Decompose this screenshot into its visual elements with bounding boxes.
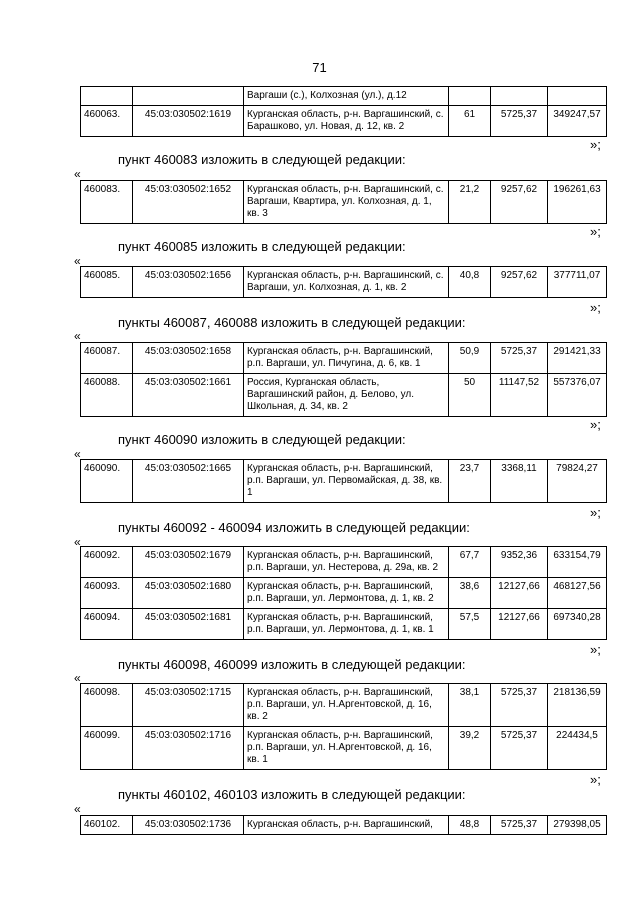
cadastral-value: 377711,07	[548, 267, 607, 298]
table-row	[81, 87, 607, 106]
row-number: 460088.	[81, 374, 133, 417]
table-row	[81, 578, 607, 609]
area: 61	[449, 106, 491, 137]
cadastral-value: 224434,5	[548, 727, 607, 770]
address: Курганская область, р-н. Варгашинский, р.п. Варгаши, ул. Первомайская, д. 38, кв. 1	[244, 460, 449, 503]
row-number: 460087.	[81, 343, 133, 374]
table-row	[81, 547, 607, 578]
address: Курганская область, р-н. Варгашинский, р.п. Варгаши, ул. Н.Аргентовской, д. 16, кв. 2	[244, 684, 449, 727]
opening-quote: «	[74, 254, 81, 268]
table-row	[81, 609, 607, 640]
table-row	[81, 374, 607, 417]
closing-quote: »;	[590, 417, 601, 432]
opening-quote: «	[74, 329, 81, 343]
row-number: 460092.	[81, 547, 133, 578]
area: 23,7	[449, 460, 491, 503]
opening-quote: «	[74, 167, 81, 181]
section-heading: пункт 460083 изложить в следующей редакции:	[118, 152, 406, 167]
closing-quote: »;	[590, 224, 601, 239]
address: Варгаши (с.), Колхозная (ул.), д.12	[244, 87, 449, 106]
unit-price	[491, 87, 548, 106]
cadastral-value: 79824,27	[548, 460, 607, 503]
row-number	[81, 87, 133, 106]
unit-price: 12127,66	[491, 609, 548, 640]
address: Курганская область, р-н. Варгашинский, р.п. Варгаши, ул. Лермонтова, д. 1, кв. 1	[244, 609, 449, 640]
cadastral-number: 45:03:030502:1716	[133, 727, 244, 770]
table-row	[81, 460, 607, 503]
cadastral-number: 45:03:030502:1661	[133, 374, 244, 417]
registry-table	[80, 546, 607, 640]
row-number: 460090.	[81, 460, 133, 503]
registry-table	[80, 459, 607, 503]
registry-table	[80, 86, 607, 137]
row-number: 460102.	[81, 816, 133, 835]
table-row	[81, 343, 607, 374]
cadastral-number: 45:03:030502:1656	[133, 267, 244, 298]
cadastral-value: 291421,33	[548, 343, 607, 374]
cadastral-value: 218136,59	[548, 684, 607, 727]
opening-quote: «	[74, 535, 81, 549]
section-heading: пункты 460092 - 460094 изложить в следующей редакции:	[118, 520, 470, 535]
section-heading: пункты 460102, 460103 изложить в следующей редакции:	[118, 787, 466, 802]
area: 21,2	[449, 181, 491, 224]
row-number: 460094.	[81, 609, 133, 640]
unit-price: 9257,62	[491, 267, 548, 298]
registry-table	[80, 266, 607, 298]
area: 38,6	[449, 578, 491, 609]
area	[449, 87, 491, 106]
registry-table	[80, 683, 607, 770]
unit-price: 9257,62	[491, 181, 548, 224]
cadastral-value: 468127,56	[548, 578, 607, 609]
address: Россия, Курганская область, Варгашинский район, д. Белово, ул. Школьная, д. 34, кв. 2	[244, 374, 449, 417]
table-row	[81, 727, 607, 770]
closing-quote: »;	[590, 300, 601, 315]
table-row	[81, 816, 607, 835]
table-row	[81, 181, 607, 224]
unit-price: 5725,37	[491, 106, 548, 137]
cadastral-number: 45:03:030502:1736	[133, 816, 244, 835]
row-number: 460063.	[81, 106, 133, 137]
section-heading: пункт 460090 изложить в следующей редакции:	[118, 432, 406, 447]
address: Курганская область, р-н. Варгашинский, с. Варгаши, ул. Колхозная, д. 1, кв. 2	[244, 267, 449, 298]
table-row	[81, 684, 607, 727]
page-number: 71	[312, 60, 327, 75]
cadastral-number: 45:03:030502:1679	[133, 547, 244, 578]
unit-price: 3368,11	[491, 460, 548, 503]
row-number: 460093.	[81, 578, 133, 609]
cadastral-value: 697340,28	[548, 609, 607, 640]
unit-price: 5725,37	[491, 816, 548, 835]
cadastral-value: 633154,79	[548, 547, 607, 578]
area: 50	[449, 374, 491, 417]
area: 57,5	[449, 609, 491, 640]
cadastral-value: 196261,63	[548, 181, 607, 224]
section-heading: пункты 460087, 460088 изложить в следующей редакции:	[118, 315, 466, 330]
opening-quote: «	[74, 671, 81, 685]
cadastral-value: 557376,07	[548, 374, 607, 417]
cadastral-value: 349247,57	[548, 106, 607, 137]
closing-quote: »;	[590, 642, 601, 657]
cadastral-number: 45:03:030502:1665	[133, 460, 244, 503]
unit-price: 9352,36	[491, 547, 548, 578]
address: Курганская область, р-н. Варгашинский, р.п. Варгаши, ул. Лермонтова, д. 1, кв. 2	[244, 578, 449, 609]
unit-price: 5725,37	[491, 343, 548, 374]
address: Курганская область, р-н. Варгашинский, р.п. Варгаши, ул. Нестерова, д. 29а, кв. 2	[244, 547, 449, 578]
address: Курганская область, р-н. Варгашинский,	[244, 816, 449, 835]
area: 67,7	[449, 547, 491, 578]
cadastral-value: 279398,05	[548, 816, 607, 835]
opening-quote: «	[74, 447, 81, 461]
registry-table	[80, 342, 607, 417]
row-number: 460098.	[81, 684, 133, 727]
address: Курганская область, р-н. Варгашинский, р.п. Варгаши, ул. Н.Аргентовской, д. 16, кв. 1	[244, 727, 449, 770]
row-number: 460083.	[81, 181, 133, 224]
table-row	[81, 267, 607, 298]
table-row	[81, 106, 607, 137]
cadastral-number: 45:03:030502:1681	[133, 609, 244, 640]
section-heading: пункты 460098, 460099 изложить в следующей редакции:	[118, 657, 466, 672]
area: 48,8	[449, 816, 491, 835]
cadastral-number: 45:03:030502:1619	[133, 106, 244, 137]
cadastral-value	[548, 87, 607, 106]
area: 38,1	[449, 684, 491, 727]
unit-price: 12127,66	[491, 578, 548, 609]
registry-table	[80, 180, 607, 224]
address: Курганская область, р-н. Варгашинский, с. Барашково, ул. Новая, д. 12, кв. 2	[244, 106, 449, 137]
unit-price: 5725,37	[491, 684, 548, 727]
row-number: 460099.	[81, 727, 133, 770]
cadastral-number: 45:03:030502:1680	[133, 578, 244, 609]
cadastral-number: 45:03:030502:1658	[133, 343, 244, 374]
unit-price: 5725,37	[491, 727, 548, 770]
area: 40,8	[449, 267, 491, 298]
row-number: 460085.	[81, 267, 133, 298]
cadastral-number	[133, 87, 244, 106]
cadastral-number: 45:03:030502:1715	[133, 684, 244, 727]
closing-quote: »;	[590, 505, 601, 520]
closing-quote: »;	[590, 137, 601, 152]
closing-quote: »;	[590, 772, 601, 787]
section-heading: пункт 460085 изложить в следующей редакции:	[118, 239, 406, 254]
opening-quote: «	[74, 802, 81, 816]
cadastral-number: 45:03:030502:1652	[133, 181, 244, 224]
area: 39,2	[449, 727, 491, 770]
unit-price: 11147,52	[491, 374, 548, 417]
registry-table	[80, 815, 607, 835]
address: Курганская область, р-н. Варгашинский, р.п. Варгаши, ул. Пичугина, д. 6, кв. 1	[244, 343, 449, 374]
area: 50,9	[449, 343, 491, 374]
address: Курганская область, р-н. Варгашинский, с. Варгаши, Квартира, ул. Колхозная, д. 1, кв. 3	[244, 181, 449, 224]
